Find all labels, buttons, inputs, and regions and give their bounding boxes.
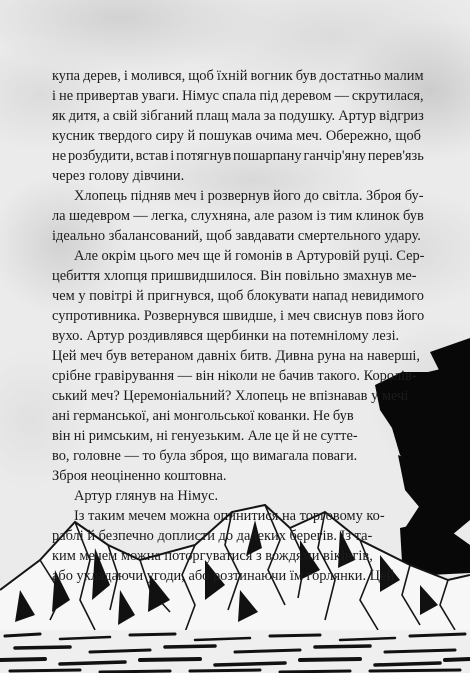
text-line: Цей меч був ветераном давніх битв. Дивна руна на наверші, <box>52 348 421 364</box>
text-line: ла шедевром — легка, слухняна, але разом із тим клинок був <box>52 208 424 224</box>
text-line: чем у повітрі й пригнувся, щоб блокувати напад невидимого <box>52 288 424 304</box>
text-line: ідеально збалансований, щоб завдавати смертельного удару. <box>52 228 421 244</box>
text-line: кусник твердого сиру й пошукав очима меч. Обережно, щоб <box>52 128 421 144</box>
text-line: ані германської, ані монгольської кованки. Не був <box>52 408 354 424</box>
text-line: через голову дівчини. <box>52 168 185 184</box>
text-line: як дитя, а свій зібганий плащ мала за подушку. Артур відгриз <box>52 108 424 124</box>
text-line: Зброя неоціненно коштовна. <box>52 468 227 484</box>
text-line: вухо. Артур роздивлявся щербинки на потемнілому лезі. <box>52 328 400 344</box>
sea-waves <box>0 630 470 673</box>
text-line: супротивника. Розвернувся швидше, і меч свиснув повз його <box>52 308 425 324</box>
text-line: цебиття хлопця пришвидшилося. Він повільно змахнув ме- <box>52 268 417 284</box>
text-line: або укладаючи угоди, або розтинаючи їм горлянки. Цей <box>52 568 395 584</box>
text-line: Артур глянув на Німус. <box>74 488 219 504</box>
text-line: раблі й безпечно доплисти до далеких берегів. Із та- <box>52 528 373 544</box>
text-line: во, головне — то була зброя, що вимагала поваги. <box>52 448 358 464</box>
text-line: купа дерев, і молився, щоб їхній вогник був достатньо малим <box>52 68 424 84</box>
text-line: і не привертав уваги. Німус спала під деревом — скрутилася, <box>52 88 424 104</box>
text-line: Але окрім цього меч ще й гомонів в Артуровій руці. Сер- <box>74 248 425 264</box>
text-line: ким мечем можна поторгуватися з вождями вікінгів, <box>52 548 373 564</box>
text-line: Хлопець підняв меч і розвернув його до світла. Зброя бу- <box>74 188 424 204</box>
text-line: ський меч? Церемоніальний? Хлопець не впізнавав у мечі <box>52 388 409 404</box>
text-line: не розбудити, встав і потягнув пошарпану ганчір'яну перев'язь <box>52 148 424 164</box>
text-line: срібне гравірування — він ніколи не бачив такого. Королів- <box>52 368 417 384</box>
text-line: Із таким мечем можна опинитися на торговому ко- <box>74 508 385 524</box>
text-line: він ні римським, ні генуезьким. Але це й не сутте- <box>52 428 358 444</box>
